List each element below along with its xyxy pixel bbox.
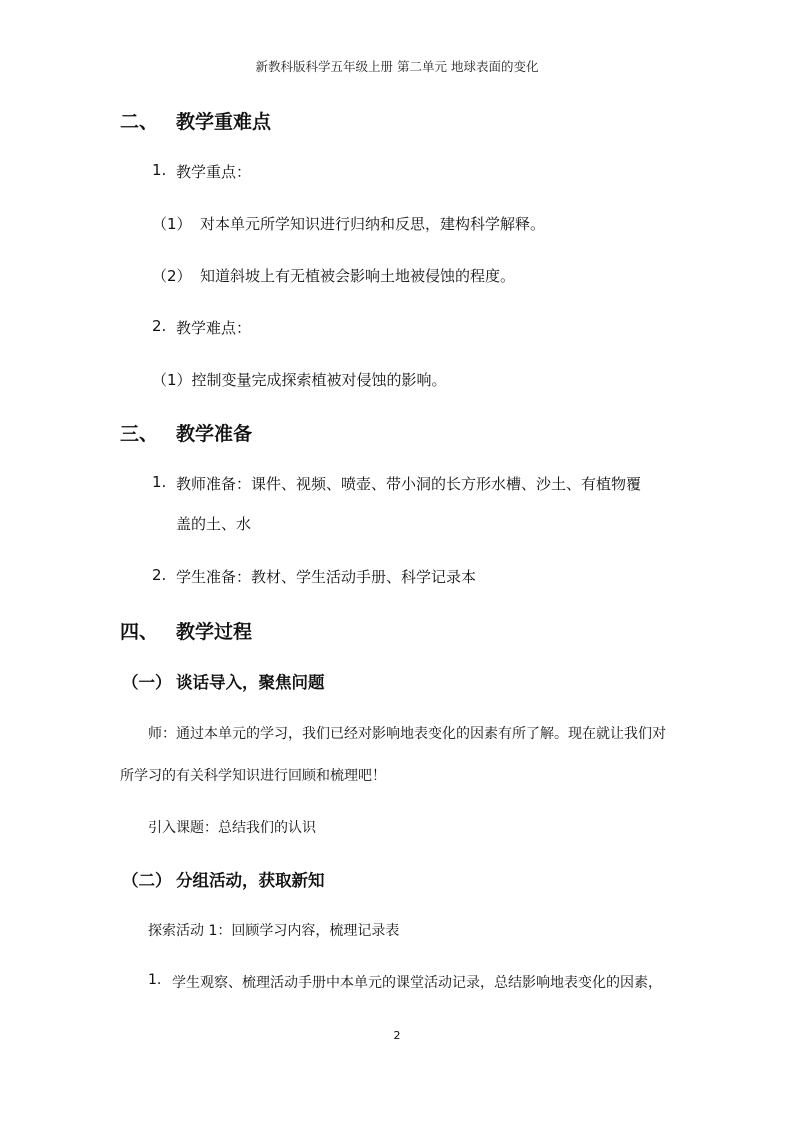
subsection-heading [122, 669, 522, 693]
section-title: 教学重难点 [176, 111, 272, 133]
list-text: 学生观察、梳理活动手册中本单元的课堂活动记录，总结影响地表变化的因素， [172, 975, 662, 991]
paragraph: 探索活动 1：回顾学习内容，梳理记录表 [148, 923, 400, 939]
section-number: 三、 [120, 423, 159, 445]
section-number: 四、 [120, 621, 159, 643]
sub-point-number: （2） [152, 267, 192, 285]
subsection-heading [122, 867, 522, 891]
list-number: 2. [152, 317, 167, 335]
list-text: 学生准备：教材、学生活动手册、科学记录本 [176, 568, 477, 586]
sub-point [152, 213, 712, 235]
sub-point-number: （1） [152, 215, 192, 233]
sub-point [152, 265, 712, 287]
list-number: 1. [152, 161, 167, 179]
section-title: 教学过程 [176, 621, 253, 643]
list-item [148, 972, 708, 994]
subsection-number: （二） [122, 871, 172, 890]
paragraph-line: 师：通过本单元的学习，我们已经对影响地表变化的因素有所了解。现在就让我们对 [148, 726, 666, 742]
subsection-title: 谈话导入，聚焦问题 [176, 673, 325, 692]
sub-point-text: 对本单元所学知识进行归纳和反思，建构科学解释。 [200, 215, 546, 233]
sub-point-text: 知道斜坡上有无植被会影响土地被侵蚀的程度。 [200, 267, 516, 285]
section-heading-4 [120, 617, 420, 643]
section-heading-3 [120, 419, 420, 445]
list-text: 教师准备：课件、视频、喷壶、带小洞的长方形水槽、沙土、有植物覆 [176, 475, 642, 493]
list-number: 1. [148, 972, 162, 988]
sub-point: （1）控制变量完成探索植被对侵蚀的影响。 [152, 371, 447, 389]
list-number: 2. [152, 566, 167, 584]
paragraph-line: 所学习的有关科学知识进行回顾和梳理吧！ [120, 768, 386, 784]
section-heading-2 [120, 107, 420, 133]
page-header: 新教科版科学五年级上册 第二单元 地球表面的变化 [255, 59, 539, 74]
list-text-continued: 盖的土、水 [176, 515, 252, 533]
section-number: 二、 [120, 111, 159, 133]
list-text: 教学重点： [176, 163, 252, 181]
paragraph: 引入课题：总结我们的认识 [148, 820, 316, 836]
list-text: 教学难点： [176, 319, 252, 337]
section-title: 教学准备 [176, 423, 253, 445]
list-item [152, 317, 552, 339]
subsection-title: 分组活动，获取新知 [176, 871, 325, 890]
list-item [152, 566, 712, 588]
page-number: 2 [393, 1029, 401, 1042]
list-item [152, 161, 552, 183]
list-item [152, 473, 712, 533]
list-number: 1. [152, 473, 167, 491]
subsection-number: （一） [122, 673, 172, 692]
